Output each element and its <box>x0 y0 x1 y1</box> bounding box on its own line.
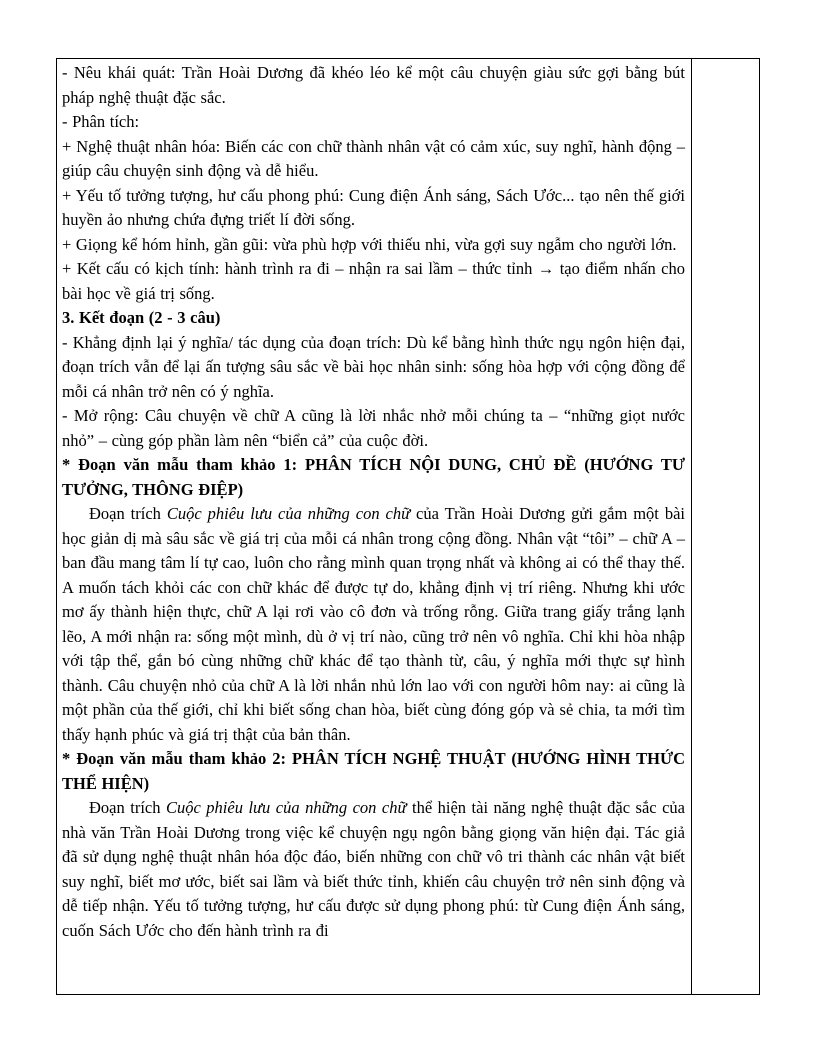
outline-subpoint-personification <box>62 135 685 184</box>
text-run: - Phân tích: <box>62 112 140 131</box>
text-run: Đoạn trích <box>89 798 166 817</box>
outline-subpoint-voice <box>62 233 685 258</box>
heading-conclusion <box>62 306 685 331</box>
outline-point-analysis <box>62 110 685 135</box>
heading-sample-2 <box>62 747 685 796</box>
text-run: + Giọng kể hóm hỉnh, gần gũi: vừa phù hợp với thiếu nhi, vừa gợi suy ngẫm cho người lớn. <box>62 234 677 254</box>
outline-point-affirm <box>62 331 685 405</box>
text-run: + Nghệ thuật nhân hóa: Biến các con chữ thành nhân vật có cảm xúc, suy nghĩ, hành động – giúp câu chuyện sinh động và dễ hiểu. <box>62 136 685 180</box>
text-run: 3. Kết đoạn (2 - 3 câu) <box>62 308 221 327</box>
text-run: của Trần Hoài Dương gửi gắm một bài học giản dị mà sâu sắc về giá trị của mỗi cá nhân trong cộng đồng. Nhân vật “tôi” – chữ A – ban đầu mang tâm lí tự cao, luôn cho rằng mình quan trọng nhất và không ai có thể thay thế. A muốn tách khỏi các con chữ khác để được tự do, khẳng định vị trí riêng. Nhưng khi ước mơ ấy thành hiện thực, chữ A lại rơi vào cô đơn và trống rỗng. Giữa trang giấy trắng lạnh lẽo, A mới nhận ra: sống một mình, dù ở vị trí nào, cũng trở nên vô nghĩa. Chỉ khi hòa nhập với tập thể, gắn bó cùng những chữ khác để tạo thành từ, câu, ý nghĩa mới thực sự hình thành. Câu chuyện nhỏ của chữ A là lời nhắn nhủ lớn lao với con người hôm nay: ai cũng là một phần của thế giới, chỉ khi biết sống chan hòa, biết cùng đóng góp và sẻ chia, ta mới tìm thấy hạnh phúc và giá trị thật của bản thân. <box>62 504 685 744</box>
sample-paragraph-1 <box>62 502 685 747</box>
content-table <box>56 58 760 995</box>
heading-sample-1 <box>62 453 685 502</box>
text-run: Cuộc phiêu lưu của những con chữ <box>166 504 411 523</box>
text-run: * Đoạn văn mẫu tham khảo 1: PHÂN TÍCH NỘI DUNG, CHỦ ĐỀ (HƯỚNG TƯ TƯỞNG, THÔNG ĐIỆP) <box>62 455 685 499</box>
text-run: Cuộc phiêu lưu của những con chữ <box>165 798 407 817</box>
text-run: * Đoạn văn mẫu tham khảo 2: PHÂN TÍCH NGHỆ THUẬT (HƯỚNG HÌNH THỨC THỂ HIỆN) <box>62 749 685 793</box>
text-run: - Khẳng định lại ý nghĩa/ tác dụng của đoạn trích: Dù kể bằng hình thức ngụ ngôn hiện đại, đoạn trích vẫn để lại ấn tượng sâu sắc về bài học nhân sinh: sống hòa hợp với cộng đồng để mỗi cá nhân trở nên có ý nghĩa. <box>62 332 685 401</box>
text-run: - Mở rộng: Câu chuyện về chữ A cũng là lời nhắc nhở mỗi chúng ta – “những giọt nước nhỏ” – cùng góp phần làm nên “biển cả” của cuộc đời. <box>62 406 685 450</box>
text-run: - Nêu khái quát: Trần Hoài Dương đã khéo léo kể một câu chuyện giàu sức gợi bằng bút pháp nghệ thuật đặc sắc. <box>62 63 685 107</box>
outline-subpoint-imagination <box>62 184 685 233</box>
content-cell <box>57 59 692 994</box>
text-run: Đoạn trích <box>89 504 167 523</box>
text-run: + Kết cấu có kịch tính: hành trình ra đi – nhận ra sai lầm – thức tỉnh → tạo điểm nhấn cho bài học về giá trị sống. <box>62 259 685 303</box>
text-run: + Yếu tố tưởng tượng, hư cấu phong phú: Cung điện Ánh sáng, Sách Ước... tạo nên thế giới huyền ảo nhưng chứa đựng triết lí đời sống. <box>62 185 685 229</box>
outline-point-extend <box>62 404 685 453</box>
side-cell <box>692 59 759 994</box>
sample-paragraph-2 <box>62 796 685 943</box>
text-run: thể hiện tài năng nghệ thuật đặc sắc của nhà văn Trần Hoài Dương trong việc kể chuyện ngụ ngôn bằng giọng văn hiện đại. Tác giả đã sử dụng nghệ thuật nhân hóa độc đáo, biến những con chữ vô tri thành các nhân vật biết suy nghĩ, biết mơ ước, biết sai lầm và biết thức tỉnh, khiến câu chuyện trở nên sinh động và dễ tiếp nhận. Yếu tố tưởng tượng, hư cấu được sử dụng phong phú: từ Cung điện Ánh sáng, cuốn Sách Ước cho đến hành trình ra đi <box>62 798 685 940</box>
outline-subpoint-structure <box>62 257 685 306</box>
outline-point-overview <box>62 61 685 110</box>
